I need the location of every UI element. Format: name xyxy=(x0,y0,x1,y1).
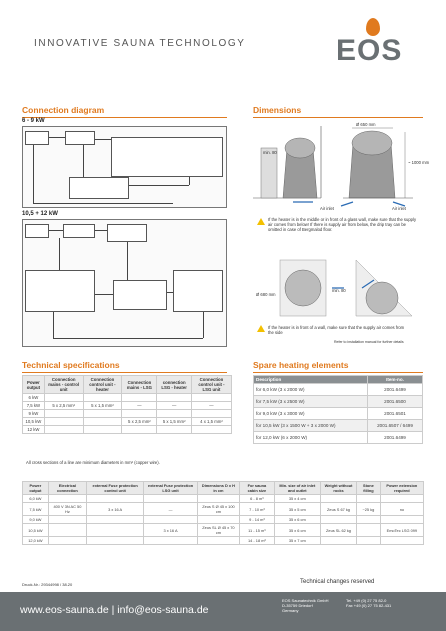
dimensions-note-2: If the heater is in front of a wall, make sure that the supply air comes from the side xyxy=(268,325,405,335)
table-cell: for 6,0 kW (3 x 2000 W) xyxy=(254,384,368,396)
table-cell: 2001.6500 xyxy=(368,396,423,408)
column-header: Description xyxy=(254,376,368,384)
table-cell: ~25 kg xyxy=(357,503,381,516)
technical-changes-note: Technical changes reserved xyxy=(300,579,375,585)
table-header-row xyxy=(254,376,423,384)
table-cell: for 9,0 kW (3 x 3000 W) xyxy=(254,408,368,420)
min-distance-label: min. 80 xyxy=(263,150,277,155)
table-cell xyxy=(320,516,356,524)
table-cell xyxy=(87,516,144,524)
table-row xyxy=(254,432,423,444)
heater-box xyxy=(173,270,223,312)
column-header: external Fuse protection LSG unit xyxy=(144,482,198,495)
wire xyxy=(95,230,107,231)
table-row xyxy=(23,516,424,524)
table-cell: for 12,0 kW (6 x 2000 W) xyxy=(254,432,368,444)
lsg-unit-box xyxy=(113,280,167,310)
table-cell: 5 x 2,5 mm² xyxy=(44,402,83,410)
heater-elevation-drawing xyxy=(253,118,423,213)
table-cell: 5 x 1,5 mm² xyxy=(157,418,191,426)
diagram-box xyxy=(107,224,147,242)
table-cell: 9 - 14 m³ xyxy=(240,516,275,524)
table-cell: 14 - 18 m³ xyxy=(240,537,275,545)
wire xyxy=(203,312,204,338)
table-cell: Zeus S Ø 45 x 100 cm xyxy=(197,503,239,516)
table-cell xyxy=(157,410,191,418)
phone-number: Tel. +49 (0) 27 75 82-0 xyxy=(346,598,387,603)
diagram-6-9kw xyxy=(22,126,227,208)
column-header: connection LSG - heater xyxy=(157,376,191,394)
column-header: For sauna cabin size xyxy=(240,482,275,495)
air-inlet-label-2: Air inlet xyxy=(392,206,406,211)
warning-icon xyxy=(257,325,265,332)
table-cell: for 10,5 kW (3 x 1500 W + 3 x 2000 W) xyxy=(254,420,368,432)
table-cell xyxy=(380,495,423,503)
wire xyxy=(49,230,63,231)
table-cell xyxy=(87,524,144,537)
table-cell xyxy=(83,426,122,434)
table-row xyxy=(23,524,424,537)
side-diameter-label: Ø 680 mm xyxy=(256,292,276,297)
table-row xyxy=(23,418,232,426)
table-cell xyxy=(48,516,86,524)
table-cell xyxy=(357,495,381,503)
column-header: Connection mains - LSG xyxy=(122,376,157,394)
column-header: external Fuse protection control unit xyxy=(87,482,144,495)
table-cell xyxy=(197,516,239,524)
table-cell xyxy=(144,495,198,503)
table-row xyxy=(23,394,232,402)
table-cell: 35 x 7 cm xyxy=(274,537,320,545)
table-cell: 7,5 kW xyxy=(23,402,45,410)
table-cell: Zeus SL Ø 45 x 70 cm xyxy=(197,524,239,537)
table-cell: Zeus S 67 kg xyxy=(320,503,356,516)
wire xyxy=(167,292,173,293)
wire xyxy=(83,145,84,177)
table-cell xyxy=(44,426,83,434)
connection-title: Connection diagram xyxy=(22,105,227,118)
header xyxy=(0,0,446,80)
table-cell xyxy=(44,410,83,418)
table-cell xyxy=(191,394,231,402)
table-cell xyxy=(144,516,198,524)
table-cell: — xyxy=(144,503,198,516)
table-row xyxy=(23,410,232,418)
min-distance-label-2: min. 80 xyxy=(332,288,346,293)
tech-footnote: All cross sections of a line are minimum diameters in mm² (copper wire). xyxy=(26,460,160,465)
table-cell xyxy=(83,410,122,418)
table-cell: 2001.6499 xyxy=(368,384,423,396)
product-data-table xyxy=(22,481,424,545)
table-cell xyxy=(320,537,356,545)
table-cell xyxy=(191,410,231,418)
table-cell: 10,5 kW xyxy=(23,524,49,537)
table-cell xyxy=(157,426,191,434)
website-link[interactable]: www.eos-sauna.de | info@eos-sauna.de xyxy=(20,604,209,616)
tech-spec-table xyxy=(22,375,232,434)
table-row xyxy=(254,396,423,408)
wire xyxy=(95,294,113,295)
table-header-row xyxy=(23,376,232,394)
table-cell: 35 x 6 cm xyxy=(274,524,320,537)
company-address xyxy=(282,598,328,613)
diagram-box xyxy=(25,131,49,145)
diagram-box xyxy=(65,131,95,145)
table-cell: 5 x 1,5 mm² xyxy=(83,402,122,410)
column-header: Power output xyxy=(23,376,45,394)
dimensions-title: Dimensions xyxy=(253,105,423,118)
table-row xyxy=(23,495,424,503)
table-cell: 10,5 kW xyxy=(23,418,45,426)
footer-bar xyxy=(0,592,446,631)
table-cell: 7,5 kW xyxy=(23,503,49,516)
wire xyxy=(33,145,34,203)
table-cell: Zeus SL 62 kg xyxy=(320,524,356,537)
wire xyxy=(127,242,128,280)
table-cell xyxy=(122,394,157,402)
table-cell: — xyxy=(191,402,231,410)
table-header-row xyxy=(23,482,424,495)
table-cell: 6 - 8 m³ xyxy=(240,495,275,503)
address-line: EOS Saunatechnik GmbH xyxy=(282,598,329,603)
table-cell xyxy=(48,495,86,503)
table-cell xyxy=(197,495,239,503)
column-header: Stone filling xyxy=(357,482,381,495)
control-unit-box xyxy=(25,270,95,312)
table-cell xyxy=(122,410,157,418)
table-cell xyxy=(87,537,144,545)
brand-tagline: INNOVATIVE SAUNA TECHNOLOGY xyxy=(34,38,246,49)
table-cell xyxy=(357,537,381,545)
table-cell xyxy=(380,537,423,545)
dimensions-note-1: If the heater is in the middle or in front of a glass wall, make sure that the supply air comes from below! If there is supply air from below, the drip tray can be omitted in case of Bergmalod floor. xyxy=(268,217,417,232)
wire xyxy=(59,238,60,270)
diagram-box xyxy=(25,224,49,238)
table-cell: 9 kW xyxy=(23,410,45,418)
table-cell: 7 - 10 m³ xyxy=(240,503,275,516)
table-cell: 12,0 kW xyxy=(23,537,49,545)
terminal-box xyxy=(69,177,129,199)
table-cell: — xyxy=(157,402,191,410)
column-header: Connection control unit - heater xyxy=(83,376,122,394)
table-cell: 400 V 3N AC 50 Hz xyxy=(48,503,86,516)
warning-icon xyxy=(257,218,265,225)
table-row xyxy=(23,426,232,434)
table-cell: — xyxy=(122,402,157,410)
table-cell xyxy=(357,516,381,524)
table-cell: 35 x 6 cm xyxy=(274,516,320,524)
table-row xyxy=(23,537,424,545)
height-label: ~ 1000 mm xyxy=(408,160,430,165)
connection-sub1: 6 - 9 kW xyxy=(22,118,45,124)
table-cell xyxy=(157,394,191,402)
diameter-label: Ø 650 mm xyxy=(356,122,376,127)
table-cell: no xyxy=(380,503,423,516)
table-cell xyxy=(197,537,239,545)
table-cell xyxy=(87,495,144,503)
table-cell xyxy=(44,394,83,402)
diagram-box xyxy=(63,224,95,238)
wire xyxy=(129,185,189,186)
connection-sub2: 10,5 + 12 kW xyxy=(22,211,58,217)
eos-logo[interactable] xyxy=(336,18,416,68)
address-line: Germany xyxy=(282,608,299,613)
print-number: Druck-Nr.: 29344998 / 38.20 xyxy=(22,582,73,587)
table-cell: 12 kW xyxy=(23,426,45,434)
table-row xyxy=(254,408,423,420)
wire xyxy=(49,137,65,138)
table-cell: 6 kW xyxy=(23,394,45,402)
column-header: Dimensions D x H in cm xyxy=(197,482,239,495)
column-header: Connection mains - control unit xyxy=(44,376,83,394)
table-cell xyxy=(144,537,198,545)
table-cell: 35 x 4 cm xyxy=(274,495,320,503)
table-cell xyxy=(320,495,356,503)
column-header: Power output xyxy=(23,482,49,495)
table-cell xyxy=(83,418,122,426)
table-cell: 4 x 1,5 mm² xyxy=(191,418,231,426)
table-cell: 2001.6507 / 6499 xyxy=(368,420,423,432)
column-header: Electrical connection xyxy=(48,482,86,495)
table-cell xyxy=(122,426,157,434)
wire xyxy=(33,203,173,204)
table-cell: 2001.6501 xyxy=(368,408,423,420)
table-cell xyxy=(357,524,381,537)
spare-parts-table xyxy=(253,375,423,444)
control-unit-box xyxy=(111,137,223,177)
wire xyxy=(189,177,190,185)
wire xyxy=(95,139,111,140)
table-cell xyxy=(191,426,231,434)
table-cell xyxy=(48,537,86,545)
table-cell: 11 - 15 m³ xyxy=(240,524,275,537)
table-cell: 3 x 16 A xyxy=(87,503,144,516)
column-header: Item-no. xyxy=(368,376,423,384)
table-cell: 2001.6499 xyxy=(368,432,423,444)
logo-text: EOS xyxy=(336,34,403,67)
column-header: Weight without rocks xyxy=(320,482,356,495)
table-cell: 35 x 5 cm xyxy=(274,503,320,516)
wire xyxy=(53,312,54,338)
column-header: Min. size of air inlet and outlet xyxy=(274,482,320,495)
table-cell: for 7,5 kW (3 x 2500 W) xyxy=(254,396,368,408)
table-cell: 3 x 16 A xyxy=(144,524,198,537)
table-cell xyxy=(380,516,423,524)
diagram-10-12kw xyxy=(22,219,227,347)
fax-number: Fax +49 (0) 27 75 82-431 xyxy=(346,603,392,608)
table-row xyxy=(23,402,232,410)
table-cell xyxy=(83,394,122,402)
table-cell xyxy=(48,524,86,537)
column-header: Power extension required xyxy=(380,482,423,495)
table-cell: 9,0 kW xyxy=(23,516,49,524)
table-cell: EmoTec LSG 099 xyxy=(380,524,423,537)
table-row xyxy=(254,384,423,396)
table-row xyxy=(254,420,423,432)
spare-title: Spare heating elements xyxy=(253,360,423,373)
company-contact xyxy=(346,598,391,608)
table-cell xyxy=(44,418,83,426)
tech-title: Technical specifications xyxy=(22,360,227,373)
table-row xyxy=(23,503,424,516)
table-cell: 6,0 kW xyxy=(23,495,49,503)
table-cell: 5 x 2,5 mm² xyxy=(122,418,157,426)
address-line: D-35759 Driedorf xyxy=(282,603,313,608)
wire xyxy=(53,338,203,339)
air-inlet-label: Air inlet xyxy=(320,206,334,211)
column-header: Connection control unit - LSG unit xyxy=(191,376,231,394)
install-reference: Refer to installation manual for further details xyxy=(334,340,404,344)
